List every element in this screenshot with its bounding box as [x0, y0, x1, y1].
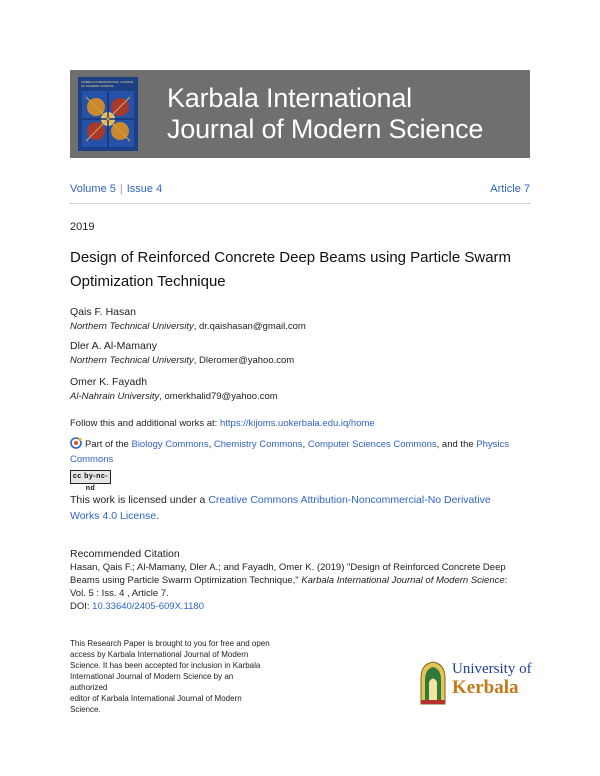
physics-commons-link-continued[interactable]: Commons: [70, 454, 114, 465]
university-name-line1: University of: [452, 661, 532, 677]
author-block-3: [70, 376, 278, 402]
network-icon: [70, 437, 82, 449]
journal-banner: [70, 70, 530, 158]
citation-journal: Karbala International Journal of Modern Science: [301, 575, 505, 586]
citation-body: [70, 561, 535, 613]
author-name: Dler A. Al-Mamany: [70, 340, 157, 352]
author-email: , Dleromer@yahoo.com: [193, 355, 295, 366]
notice-line: Science.: [70, 705, 101, 714]
notice-line: access by Karbala International Journal of Modern: [70, 650, 249, 659]
follow-line: [70, 416, 375, 431]
author-affiliation: [70, 355, 294, 366]
author-email: , dr.qaishasan@gmail.com: [193, 321, 306, 332]
author-email: , omerkhalid79@yahoo.com: [159, 391, 278, 402]
license-link[interactable]: Creative Commons Attribution-Noncommercial-No Derivative: [208, 494, 491, 506]
citation-line: [70, 574, 535, 587]
license-link-continued[interactable]: Works 4.0 License: [70, 510, 157, 522]
commons-prefix: Part of the: [85, 439, 132, 450]
citation-heading: Recommended Citation: [70, 548, 180, 560]
paper-title-line1: Design of Reinforced Concrete Deep Beams using Particle Swarm: [70, 249, 512, 266]
computer-sciences-commons-link[interactable]: Computer Sciences Commons: [307, 439, 437, 450]
paper-title: [70, 246, 530, 294]
divider: [70, 203, 530, 204]
notice-line: International Journal of Modern Science by an authorized: [70, 672, 234, 692]
separator: ,: [208, 439, 214, 450]
access-notice: [70, 638, 270, 715]
journal-cover-image: [78, 77, 138, 151]
university-emblem-icon: [418, 660, 448, 706]
article-link[interactable]: Article 7: [490, 183, 530, 195]
notice-line: This Research Paper is brought to you for free and open: [70, 639, 270, 648]
paper-title-line2: Optimization Technique: [70, 273, 226, 290]
notice-line: editor of Karbala International Journal of Modern: [70, 694, 242, 703]
cover-title: KARBALA INTERNATIONAL JOURNAL OF MODERN SCIENCE: [81, 80, 134, 88]
separator: ,: [302, 439, 308, 450]
journal-name-line1: Karbala International: [167, 83, 412, 113]
author-block-2: [70, 340, 294, 366]
citation-line: Hasan, Qais F.; Al-Mamany, Dler A.; and Fayadh, Omer K. (2019) "Design of Reinforced Concrete Deep: [70, 562, 506, 573]
university-name-line2: Kerbala: [452, 677, 519, 698]
citation-text: Beams using Particle Swarm Optimization Technique,": [70, 575, 302, 586]
physics-commons-link[interactable]: Physics: [476, 439, 510, 450]
doi-label: DOI:: [70, 601, 93, 612]
publication-year: 2019: [70, 221, 95, 233]
cc-license-badge[interactable]: cc by-nc-nd: [70, 470, 111, 484]
biology-commons-link[interactable]: Biology Commons: [131, 439, 209, 450]
citation-doi: [70, 600, 535, 613]
home-link[interactable]: https://kijoms.uokerbala.edu.iq/home: [219, 418, 375, 429]
volume-link[interactable]: Volume 5: [70, 183, 116, 195]
journal-name: [167, 83, 483, 145]
cover-mosaic-graphic: [78, 77, 138, 151]
commons-line: [70, 437, 530, 467]
volume-issue: Volume 5 | Issue 4: [70, 183, 163, 195]
author-name: Qais F. Hasan: [70, 306, 136, 318]
author-block-1: [70, 306, 306, 332]
license-suffix: .: [156, 510, 160, 522]
notice-line: Science. It has been accepted for inclusion in Karbala: [70, 661, 261, 670]
separator: , and the: [436, 439, 477, 450]
license-text: [70, 492, 530, 524]
citation-text: :: [504, 575, 508, 586]
doi-link[interactable]: 10.33640/2405-609X.1180: [92, 601, 204, 612]
author-name: Omer K. Fayadh: [70, 376, 148, 388]
author-affiliation: [70, 391, 278, 402]
follow-text: Follow this and additional works at:: [70, 418, 220, 429]
issue-link[interactable]: Issue 4: [126, 183, 163, 195]
author-affiliation: [70, 321, 306, 332]
chemistry-commons-link[interactable]: Chemistry Commons: [213, 439, 303, 450]
journal-name-line2: Journal of Modern Science: [167, 114, 484, 144]
citation-line: Vol. 5 : Iss. 4 , Article 7.: [70, 588, 169, 599]
license-prefix: This work is licensed under a: [70, 494, 209, 506]
author-institution: Northern Technical University: [70, 355, 194, 366]
author-institution: Al-Nahrain University: [70, 391, 160, 402]
author-institution: Northern Technical University: [70, 321, 194, 332]
